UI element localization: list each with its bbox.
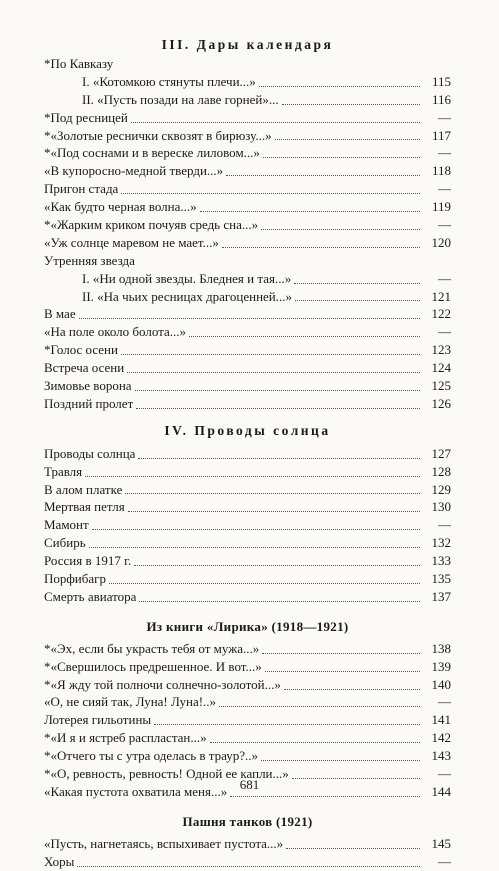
entry-page-number: 130 [431, 499, 451, 515]
toc-entry [44, 658, 451, 676]
dot-leader [189, 336, 420, 337]
toc-entry [44, 588, 451, 606]
entry-title: Лотерея гильотины [44, 712, 152, 728]
entry-title: «В купоросно-медной тверди...» [44, 163, 224, 179]
page-number: 681 [239, 777, 260, 792]
entry-page-number: — [438, 270, 451, 286]
toc-entry [44, 481, 451, 499]
entry-page-number: 145 [431, 835, 451, 851]
toc-entry [44, 288, 451, 306]
dot-leader [261, 229, 420, 230]
toc-entry [44, 109, 451, 127]
toc-entry [44, 323, 451, 341]
entry-title: Утренняя звезда [44, 252, 135, 268]
entry-page-number: — [438, 217, 451, 232]
entry-title: *Под ресницей [44, 109, 128, 125]
entry-title: *«Золотые реснички сквозят в бирюзу...» [44, 127, 272, 143]
entry-title: *«Под соснами и в вереске лиловом...» [44, 145, 260, 161]
dot-leader [128, 511, 420, 512]
entry-title: «Как будто черная волна...» [44, 199, 197, 215]
entry-page-number: 141 [431, 712, 451, 728]
toc-entry [44, 711, 451, 729]
toc-entry [44, 144, 451, 162]
dot-leader [85, 476, 420, 477]
entry-page-number: — [438, 109, 451, 125]
dot-leader [77, 866, 420, 867]
entry-page-number: 140 [431, 676, 451, 692]
toc-entry [44, 498, 451, 516]
entry-title: Порфибагр [44, 571, 106, 587]
entry-page-number: — [438, 181, 451, 197]
toc-entry [44, 835, 451, 853]
entry-title: Сибирь [44, 535, 86, 551]
dot-leader [282, 104, 420, 105]
toc-entry [44, 127, 451, 145]
entry-page-number: 129 [431, 481, 451, 497]
toc-entry [44, 216, 451, 234]
entry-title: «На поле около болота...» [44, 324, 187, 340]
toc-entry [44, 694, 451, 712]
entry-title: *По Кавказу [44, 55, 114, 71]
toc-entry [44, 729, 451, 747]
dot-leader [200, 211, 420, 212]
toc-entry [44, 570, 451, 588]
dot-leader [138, 458, 420, 459]
entry-page-number: 138 [431, 640, 451, 656]
dot-leader [136, 408, 420, 409]
toc-entry [44, 73, 451, 91]
dot-leader [230, 796, 420, 797]
entry-page-number: 133 [431, 553, 451, 569]
toc-entry [44, 270, 451, 288]
dot-leader [125, 493, 420, 494]
toc-entry [44, 853, 451, 871]
entry-title: Пригон стада [44, 181, 119, 197]
toc-entry [44, 395, 451, 413]
dot-leader [210, 742, 420, 743]
toc-entry [44, 305, 451, 323]
dot-leader [121, 193, 420, 194]
entry-page-number: — [438, 694, 451, 710]
entry-page-number: 116 [431, 91, 451, 107]
entry-page-number: — [438, 324, 451, 340]
entry-title: I. «Ни одной звезды. Бледнея и тая...» [82, 270, 292, 286]
dot-leader [286, 848, 420, 849]
dot-leader [134, 565, 420, 566]
dot-leader [263, 157, 420, 158]
toc-entry [44, 552, 451, 570]
toc-entry [44, 377, 451, 395]
entry-title: Россия в 1917 г. [44, 553, 132, 569]
entry-page-number: 122 [431, 306, 451, 322]
entry-page-number: 132 [431, 535, 451, 551]
entry-title: Мамонт [44, 517, 89, 533]
section-heading: Пашня танков (1921) [182, 813, 313, 829]
entry-page-number: — [438, 145, 451, 161]
toc-entry [44, 180, 451, 198]
toc-entry [44, 359, 451, 377]
section-heading: IV. Проводы солнца [164, 422, 331, 438]
dot-leader [259, 86, 420, 87]
entry-title: «Пусть, нагнетаясь, вспыхивает пустота...» [44, 835, 284, 851]
dot-leader [261, 760, 420, 761]
entry-title: Травля [44, 463, 83, 479]
toc-entry [44, 198, 451, 216]
section-entries [44, 835, 451, 871]
section-entries [44, 445, 451, 606]
entry-page-number: 125 [431, 378, 451, 394]
dot-leader [265, 671, 420, 672]
entry-title: «Какая пустота охватила меня...» [44, 783, 228, 799]
section-heading: Из книги «Лирика» (1918—1921) [146, 618, 349, 634]
entry-page-number: 119 [431, 199, 451, 215]
dot-leader [89, 547, 420, 548]
dot-leader [135, 390, 420, 391]
entry-page-number: 123 [431, 342, 451, 358]
entry-title: II. «На чьих ресницах драгоценней...» [82, 288, 293, 304]
dot-leader [121, 354, 420, 355]
entry-page-number: — [438, 853, 451, 869]
entry-title: Смерть авиатора [44, 588, 137, 604]
entry-page-number: 128 [431, 463, 451, 479]
table-of-contents [44, 36, 451, 871]
entry-title: *«Отчего ты с утра оделась в траур?..» [44, 748, 259, 764]
entry-title: *«О, ревность, ревность! Одной ее капли...» [44, 766, 289, 782]
entry-title: Хоры [44, 853, 75, 869]
entry-title: В алом платке [44, 481, 123, 497]
entry-page-number: 118 [431, 163, 451, 179]
dot-leader [79, 318, 420, 319]
entry-title: В мае [44, 306, 76, 322]
toc-entry [44, 516, 451, 534]
entry-page-number: 120 [431, 234, 451, 250]
entry-page-number: — [438, 517, 451, 533]
dot-leader [109, 583, 420, 584]
entry-page-number: 121 [431, 288, 451, 304]
dot-leader [284, 689, 420, 690]
entry-page-number: 115 [431, 73, 451, 89]
dot-leader [92, 529, 420, 530]
entry-page-number: 127 [431, 445, 451, 461]
entry-title: «О, не сияй так, Луна! Луна!..» [44, 694, 217, 710]
toc-entry [44, 640, 451, 658]
dot-leader [219, 706, 420, 707]
entry-title: Зимовье ворона [44, 378, 132, 394]
toc-entry [44, 463, 451, 481]
entry-page-number: 124 [431, 360, 451, 376]
entry-title: *«Жарким криком почуяв средь сна...» [44, 217, 259, 232]
entry-title: *«Эх, если бы украсть тебя от мужа...» [44, 640, 260, 656]
toc-entry [44, 252, 451, 270]
entry-title: Поздний пролет [44, 395, 134, 411]
entry-title: Проводы солнца [44, 445, 136, 461]
dot-leader [222, 247, 420, 248]
toc-entry [44, 55, 451, 73]
toc-entry [44, 91, 451, 109]
entry-title: I. «Котомкою стянуты плечи...» [82, 73, 256, 89]
entry-page-number: 142 [431, 730, 451, 746]
entry-page-number: 126 [431, 395, 451, 411]
entry-page-number: 117 [431, 127, 451, 143]
entry-title: *«Свершилось предрешенное. И вот...» [44, 658, 262, 674]
toc-entry [44, 341, 451, 359]
entry-page-number: 143 [431, 748, 451, 764]
toc-entry [44, 445, 451, 463]
entry-title: *Голос осени [44, 342, 118, 358]
dot-leader [154, 724, 420, 725]
entry-title: «Уж солнце маревом не мает...» [44, 234, 219, 250]
entry-title: Мертвая петля [44, 499, 125, 515]
toc-entry [44, 234, 451, 252]
entry-title: Встреча осени [44, 360, 125, 376]
dot-leader [139, 601, 420, 602]
dot-leader [226, 175, 420, 176]
dot-leader [294, 283, 420, 284]
entry-page-number: 135 [431, 571, 451, 587]
dot-leader [131, 122, 420, 123]
entry-title: *«Я жду той полночи солнечно-золотой...» [44, 676, 281, 692]
entry-page-number: 139 [431, 658, 451, 674]
dot-leader [295, 300, 420, 301]
entry-title: II. «Пусть позади на лаве горней»... [82, 91, 279, 107]
entry-page-number: — [438, 766, 451, 782]
dot-leader [127, 372, 420, 373]
entry-title: *«И я и ястреб распластан...» [44, 730, 207, 746]
dot-leader [262, 653, 420, 654]
toc-entry [44, 162, 451, 180]
toc-entry [44, 747, 451, 765]
entry-page-number: 137 [431, 588, 451, 604]
entry-page-number: 144 [431, 783, 451, 799]
toc-entry [44, 676, 451, 694]
dot-leader [275, 139, 420, 140]
section-heading: III. Дары календаря [161, 37, 334, 52]
toc-entry [44, 534, 451, 552]
section-entries [44, 55, 451, 413]
